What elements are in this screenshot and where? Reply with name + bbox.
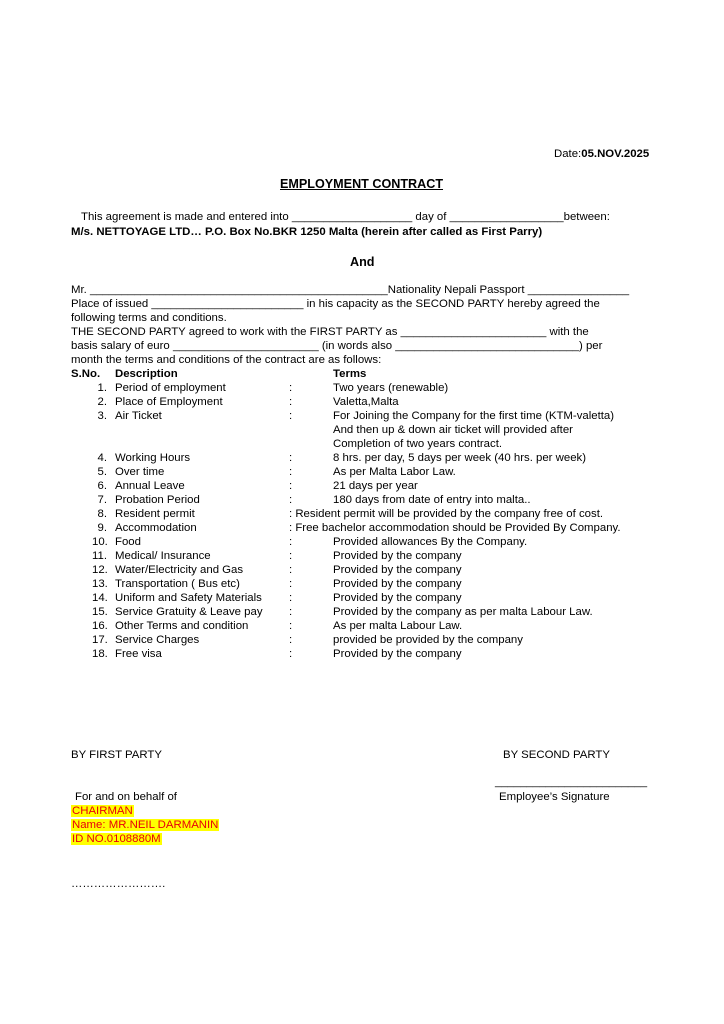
chairman-name	[71, 819, 219, 831]
row-description: Air Ticket	[115, 410, 162, 422]
row-separator: : Resident permit will be provided by the company free of cost.	[289, 508, 604, 520]
row-number: 8.	[97, 508, 107, 520]
row-separator: :	[289, 466, 293, 478]
table-row	[0, 438, 724, 452]
row-term: As per malta Labour Law.	[333, 620, 463, 632]
table-row	[0, 452, 724, 466]
row-term: For Joining the Company for the first time (KTM-valetta)	[333, 410, 615, 422]
nationality-text: Nationality Nepali Passport	[387, 284, 525, 296]
row-description: Transportation ( Bus etc)	[115, 578, 240, 590]
row-separator: :	[289, 578, 293, 590]
dotted-signature: …………………….	[71, 878, 166, 890]
row-number: 12.	[92, 564, 108, 576]
row-number: 17.	[92, 634, 108, 646]
and-heading: And	[350, 255, 375, 269]
row-number: 13.	[92, 578, 108, 590]
row-separator: :	[289, 592, 293, 604]
day-of-text: day of	[415, 211, 447, 223]
between-text: between:	[563, 211, 610, 223]
row-number: 1.	[97, 382, 107, 394]
row-term: Provided by the company	[333, 592, 462, 604]
row-separator: :	[289, 480, 293, 492]
row-term: Provided by the company as per malta Labour Law.	[333, 606, 593, 618]
table-row	[0, 564, 724, 578]
row-description: Accommodation	[115, 522, 197, 534]
position-blank: _______________________	[400, 326, 547, 338]
row-description: Over time	[115, 466, 165, 478]
row-separator: :	[289, 634, 293, 646]
salary-text: basis salary of euro	[71, 340, 170, 352]
table-row	[0, 578, 724, 592]
row-term: Provided by the company	[333, 550, 462, 562]
month-blank: __________________	[449, 211, 564, 223]
table-row	[0, 508, 724, 522]
row-number: 7.	[97, 494, 107, 506]
row-number: 2.	[97, 396, 107, 408]
row-number: 3.	[97, 410, 107, 422]
table-row	[0, 592, 724, 606]
per-text: ) per	[579, 340, 603, 352]
signature-line: ________________________	[495, 776, 648, 788]
mr-label: Mr.	[71, 284, 87, 296]
row-number: 11.	[92, 550, 107, 562]
row-term: Completion of two years contract.	[333, 438, 503, 450]
intro-line-1	[81, 211, 610, 223]
terms-table-header	[0, 368, 724, 382]
table-row	[0, 536, 724, 550]
row-number: 18.	[92, 648, 108, 660]
row-number: 15.	[92, 606, 108, 618]
passport-blank: ________________	[527, 284, 630, 296]
row-term: Two years (renewable)	[333, 382, 449, 394]
party2-line-5	[71, 340, 602, 352]
place-blank: ________________________	[151, 298, 304, 310]
party2-line-1	[71, 284, 629, 296]
employee-signature-label: Employee’s Signature	[499, 791, 610, 803]
row-number: 9.	[97, 522, 107, 534]
row-description: Working Hours	[115, 452, 191, 464]
chairman-name-text: Name: MR.NEIL DARMANIN	[72, 819, 219, 831]
row-separator: :	[289, 396, 293, 408]
table-row	[0, 522, 724, 536]
chairman-id	[71, 833, 162, 845]
table-row	[0, 424, 724, 438]
row-number: 14.	[92, 592, 108, 604]
row-description: Medical/ Insurance	[115, 550, 211, 562]
header-description: Description	[115, 368, 178, 380]
date-line	[554, 148, 649, 160]
row-description: Water/Electricity and Gas	[115, 564, 244, 576]
row-term: Provided by the company	[333, 578, 462, 590]
table-row	[0, 410, 724, 424]
table-row	[0, 494, 724, 508]
party2-line-6: month the terms and conditions of the contract are as follows:	[71, 354, 382, 366]
row-number: 16.	[92, 620, 108, 632]
document-title: EMPLOYMENT CONTRACT	[280, 177, 444, 191]
row-description: Probation Period	[115, 494, 200, 506]
row-term: Provided by the company	[333, 648, 462, 660]
row-number: 5.	[97, 466, 107, 478]
row-separator: :	[289, 606, 293, 618]
chairman-label	[71, 805, 134, 817]
party2-line-3: following terms and conditions.	[71, 312, 227, 324]
row-term: 180 days from date of entry into malta..	[333, 494, 531, 506]
chairman-id-text: ID NO.0108880M	[72, 833, 161, 845]
row-term: provided be provided by the company	[333, 634, 523, 646]
row-number: 4.	[97, 452, 107, 464]
row-separator: : Free bachelor accommodation should be Provided By Company.	[289, 522, 621, 534]
row-description: Free visa	[115, 648, 162, 660]
salary-blank: _______________________	[172, 340, 319, 352]
row-term: 8 hrs. per day, 5 days per week (40 hrs. per week)	[333, 452, 587, 464]
place-label: Place of issued	[71, 298, 149, 310]
on-behalf-text: For and on behalf of	[75, 791, 177, 803]
row-term: 21 days per year	[333, 480, 418, 492]
table-row	[0, 648, 724, 662]
day-blank: ___________________	[291, 211, 413, 223]
row-separator: :	[289, 648, 293, 660]
party2-line-2	[71, 298, 600, 310]
row-description: Annual Leave	[115, 480, 185, 492]
table-row	[0, 550, 724, 564]
row-separator: :	[289, 536, 293, 548]
row-separator: :	[289, 410, 293, 422]
table-row	[0, 396, 724, 410]
row-description: Resident permit	[115, 508, 195, 520]
row-separator: :	[289, 620, 293, 632]
table-row	[0, 480, 724, 494]
row-description: Food	[115, 536, 141, 548]
table-row	[0, 620, 724, 634]
chairman-text: CHAIRMAN	[72, 805, 133, 817]
row-description: Uniform and Safety Materials	[115, 592, 262, 604]
table-row	[0, 606, 724, 620]
row-description: Period of employment	[115, 382, 226, 394]
header-sno: S.No.	[71, 368, 101, 380]
name-blank: _______________________________________________	[90, 284, 388, 296]
header-terms: Terms	[333, 368, 367, 380]
row-separator: :	[289, 494, 293, 506]
intro-text: This agreement is made and entered into	[81, 211, 289, 223]
table-row	[0, 634, 724, 648]
words-blank: _____________________________	[395, 340, 580, 352]
row-number: 6.	[97, 480, 107, 492]
date-label: Date:	[554, 148, 582, 160]
row-term: Provided allowances By the Company.	[333, 536, 528, 548]
row-term: Provided by the company	[333, 564, 462, 576]
row-separator: :	[289, 550, 293, 562]
row-separator: :	[289, 564, 293, 576]
row-number: 10.	[92, 536, 108, 548]
row-description: Other Terms and condition	[115, 620, 249, 632]
table-row	[0, 466, 724, 480]
row-description: Service Charges	[115, 634, 200, 646]
first-party-label: BY FIRST PARTY	[71, 749, 162, 761]
with-the-text: with the	[549, 326, 589, 338]
row-term: Valetta,Malta	[333, 396, 399, 408]
date-value: 05.NOV.2025	[581, 148, 650, 160]
row-description: Service Gratuity & Leave pay	[115, 606, 263, 618]
capacity-text: in his capacity as the SECOND PARTY hereby agreed the	[306, 298, 600, 310]
work-text: THE SECOND PARTY agreed to work with the FIRST PARTY as	[71, 326, 398, 338]
row-separator: :	[289, 452, 293, 464]
party2-line-4	[71, 326, 589, 338]
row-description: Place of Employment	[115, 396, 223, 408]
row-term: And then up & down air ticket will provided after	[333, 424, 573, 436]
row-term: As per Malta Labor Law.	[333, 466, 456, 478]
row-separator: :	[289, 382, 293, 394]
table-row	[0, 382, 724, 396]
first-party-line: M/s. NETTOYAGE LTD… P.O. Box No.BKR 1250 Malta (herein after called as First Parry)	[71, 226, 543, 238]
in-words-text: (in words also	[321, 340, 393, 352]
second-party-label: BY SECOND PARTY	[503, 749, 610, 761]
